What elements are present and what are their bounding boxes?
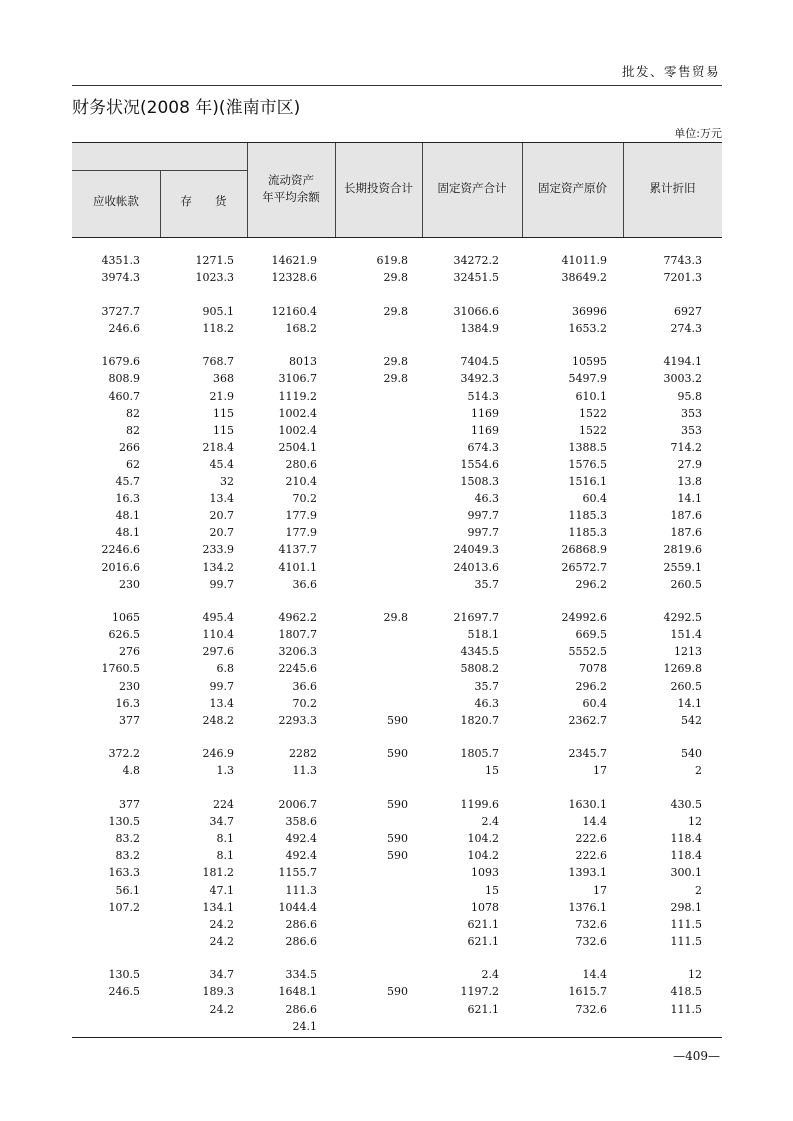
table-cell: 115 — [213, 423, 234, 437]
table-cell: 300.1 — [670, 866, 702, 880]
table-cell: 12 — [688, 815, 702, 829]
table-cell: 6927 — [674, 304, 702, 318]
table-cell: 2345.7 — [568, 747, 607, 761]
table-row — [72, 473, 722, 490]
table-cell: 104.2 — [467, 832, 499, 846]
table-cell: 70.2 — [292, 492, 317, 506]
table-cell: 29.8 — [383, 304, 408, 318]
table-cell: 35.7 — [474, 679, 499, 693]
table-cell: 70.2 — [292, 696, 317, 710]
table-cell: 38649.2 — [561, 271, 607, 285]
table-row — [72, 353, 722, 370]
table-cell: 3206.3 — [278, 645, 317, 659]
table-cell: 1002.4 — [278, 406, 317, 420]
table-cell: 590 — [387, 985, 408, 999]
table-row — [72, 252, 722, 269]
table-cell: 3492.3 — [460, 372, 499, 386]
table-row — [72, 712, 722, 729]
table-cell: 590 — [387, 713, 408, 727]
column-header-current-assets: 流动资产 年平均余额 — [262, 173, 320, 204]
table-cell: 8013 — [289, 355, 317, 369]
table-cell: 621.1 — [467, 934, 499, 948]
table-header — [72, 142, 722, 238]
table-row — [72, 370, 722, 387]
table-cell: 95.8 — [677, 389, 702, 403]
table-cell: 151.4 — [670, 628, 702, 642]
table-cell: 492.4 — [285, 832, 317, 846]
table-cell: 590 — [387, 832, 408, 846]
table-cell: 246.6 — [108, 321, 140, 335]
table-cell: 1393.1 — [568, 866, 607, 880]
table-cell: 60.4 — [582, 696, 607, 710]
table-cell: 118.2 — [202, 321, 234, 335]
table-cell: 17 — [593, 883, 607, 897]
table-cell: 3106.7 — [278, 372, 317, 386]
table-cell: 24.2 — [209, 1002, 234, 1016]
table-cell: 34.7 — [209, 968, 234, 982]
table-cell: 1653.2 — [568, 321, 607, 335]
table-cell: 230 — [119, 577, 140, 591]
table-cell: 107.2 — [108, 900, 140, 914]
table-cell: 418.5 — [670, 985, 702, 999]
table-cell: 14621.9 — [271, 254, 317, 267]
table-cell: 905.1 — [202, 304, 234, 318]
table-cell: 1.3 — [216, 764, 234, 778]
table-cell: 29.8 — [383, 372, 408, 386]
table-cell: 714.2 — [670, 440, 702, 454]
table-row — [72, 320, 722, 337]
table-cell: 99.7 — [209, 577, 234, 591]
table-cell: 181.2 — [202, 866, 234, 880]
table-cell: 6.8 — [216, 662, 234, 676]
table-cell: 1388.5 — [568, 440, 607, 454]
table-cell: 189.3 — [202, 985, 234, 999]
table-cell: 32451.5 — [453, 271, 499, 285]
table-row — [72, 830, 722, 847]
table-cell: 1213 — [674, 645, 702, 659]
table-row — [72, 916, 722, 933]
table-cell: 7743.3 — [663, 254, 702, 267]
table-cell: 1508.3 — [460, 475, 499, 489]
table-cell: 24.2 — [209, 934, 234, 948]
table-cell: 1269.8 — [663, 662, 702, 676]
table-cell: 1516.1 — [568, 475, 607, 489]
table-cell: 36.6 — [292, 577, 317, 591]
table-cell: 14.4 — [582, 968, 607, 982]
table-row — [72, 796, 722, 813]
table-cell: 2504.1 — [278, 440, 317, 454]
table-cell: 1169 — [471, 423, 499, 437]
table-cell: 430.5 — [670, 798, 702, 812]
table-cell: 60.4 — [582, 492, 607, 506]
table-row — [72, 643, 722, 660]
table-cell: 353 — [681, 406, 702, 420]
table-cell: 14.1 — [677, 696, 702, 710]
table-cell: 118.4 — [670, 849, 702, 863]
table-cell: 11.3 — [292, 764, 317, 778]
table-cell: 8.1 — [216, 832, 234, 846]
table-cell: 1376.1 — [568, 900, 607, 914]
table-cell: 99.7 — [209, 679, 234, 693]
table-cell: 13.4 — [209, 696, 234, 710]
table-row — [72, 1001, 722, 1018]
table-cell: 2362.7 — [568, 713, 607, 727]
table-cell: 115 — [213, 406, 234, 420]
table-cell: 1093 — [471, 866, 499, 880]
table-cell: 24.2 — [209, 917, 234, 931]
section-tag: 批发、零售贸易 — [621, 64, 720, 79]
table-cell: 24.1 — [292, 1019, 317, 1033]
table-cell: 1805.7 — [460, 747, 499, 761]
table-cell: 15 — [485, 883, 499, 897]
table-cell: 29.8 — [383, 271, 408, 285]
table-cell: 82 — [126, 406, 140, 420]
table-cell: 276 — [119, 645, 140, 659]
table-cell: 1002.4 — [278, 423, 317, 437]
table-cell: 590 — [387, 849, 408, 863]
table-row — [72, 388, 722, 405]
table-row — [72, 695, 722, 712]
table-row — [72, 456, 722, 473]
table-cell: 1197.2 — [460, 985, 499, 999]
table-cell: 31066.6 — [453, 304, 499, 318]
table-cell: 48.1 — [115, 526, 140, 540]
table-cell: 4194.1 — [663, 355, 702, 369]
table-cell: 187.6 — [670, 526, 702, 540]
table-row — [72, 576, 722, 593]
table-cell: 14.1 — [677, 492, 702, 506]
table-cell: 1078 — [471, 900, 499, 914]
table-cell: 540 — [681, 747, 702, 761]
table-cell: 2246.6 — [101, 543, 140, 557]
table-cell: 1760.5 — [101, 662, 140, 676]
table-row — [72, 303, 722, 320]
table-cell: 45.7 — [115, 475, 140, 489]
table-row — [72, 762, 722, 779]
table-cell: 732.6 — [575, 1002, 607, 1016]
table-cell: 1065 — [112, 611, 140, 625]
table-row — [72, 745, 722, 762]
table-cell: 377 — [119, 798, 140, 812]
table-cell: 12160.4 — [271, 304, 317, 318]
table-row — [72, 933, 722, 950]
table-cell: 610.1 — [575, 389, 607, 403]
table-cell: 1384.9 — [460, 321, 499, 335]
table-row — [72, 899, 722, 916]
table-cell: 372.2 — [108, 747, 140, 761]
table-cell: 46.3 — [474, 696, 499, 710]
table-row — [72, 678, 722, 695]
table-cell: 280.6 — [285, 457, 317, 471]
table-cell: 1185.3 — [568, 509, 607, 523]
table-cell: 4101.1 — [278, 560, 317, 574]
table-cell: 353 — [681, 423, 702, 437]
table-cell: 1119.2 — [278, 389, 317, 403]
table-cell: 768.7 — [202, 355, 234, 369]
table-cell: 260.5 — [670, 679, 702, 693]
column-header-receivables: 应收帐款 — [93, 194, 139, 208]
table-cell: 246.9 — [202, 747, 234, 761]
table-cell: 495.4 — [202, 611, 234, 625]
table-cell: 111.5 — [670, 1002, 702, 1016]
table-cell: 621.1 — [467, 917, 499, 931]
table-cell: 15 — [485, 764, 499, 778]
table-cell: 260.5 — [670, 577, 702, 591]
table-cell: 732.6 — [575, 917, 607, 931]
table-cell: 36996 — [572, 304, 607, 318]
column-header-inventory: 存 货 — [180, 194, 227, 208]
table-cell: 8.1 — [216, 849, 234, 863]
table-cell: 177.9 — [285, 526, 317, 540]
table-bottom-rule — [72, 1037, 722, 1038]
table-cell: 13.8 — [677, 475, 702, 489]
table-cell: 1185.3 — [568, 526, 607, 540]
table-row — [72, 966, 722, 983]
table-cell: 111.5 — [670, 917, 702, 931]
table-row — [72, 847, 722, 864]
table-cell: 34272.2 — [453, 254, 499, 267]
table-row — [72, 813, 722, 830]
table-cell: 2293.3 — [278, 713, 317, 727]
table-cell: 29.8 — [383, 611, 408, 625]
table-cell: 218.4 — [202, 440, 234, 454]
table-row — [72, 541, 722, 558]
table-row — [72, 524, 722, 541]
table-row — [72, 490, 722, 507]
table-cell: 12 — [688, 968, 702, 982]
table-cell: 118.4 — [670, 832, 702, 846]
table-cell: 16.3 — [115, 492, 140, 506]
table-cell: 5497.9 — [568, 372, 607, 386]
table-cell: 168.2 — [285, 321, 317, 335]
table-cell: 47.1 — [209, 883, 234, 897]
table-cell: 368 — [213, 372, 234, 386]
table-cell: 104.2 — [467, 849, 499, 863]
column-header-fixed-assets: 固定资产合计 — [437, 181, 507, 195]
table-cell: 7078 — [579, 662, 607, 676]
table-cell: 230 — [119, 679, 140, 693]
column-header-fixed-assets-original: 固定资产原价 — [538, 181, 607, 195]
table-cell: 17 — [593, 764, 607, 778]
table-cell: 296.2 — [575, 679, 607, 693]
table-cell: 222.6 — [575, 832, 607, 846]
table-row — [72, 269, 722, 286]
table-cell: 3727.7 — [101, 304, 140, 318]
table-cell: 1522 — [579, 423, 607, 437]
table-row — [72, 507, 722, 524]
table-cell: 1199.6 — [460, 798, 499, 812]
table-cell: 36.6 — [292, 679, 317, 693]
table-cell: 130.5 — [108, 815, 140, 829]
table-cell: 110.4 — [202, 628, 234, 642]
header-rule — [72, 85, 722, 86]
table-cell: 808.9 — [108, 372, 140, 386]
table-cell: 20.7 — [209, 509, 234, 523]
table-row — [72, 609, 722, 626]
table-cell: 111.5 — [670, 934, 702, 948]
table-cell: 2 — [695, 764, 702, 778]
table-row — [72, 660, 722, 677]
table-cell: 1522 — [579, 406, 607, 420]
table-cell: 674.3 — [467, 440, 499, 454]
table-cell: 48.1 — [115, 509, 140, 523]
table-cell: 222.6 — [575, 849, 607, 863]
table-cell: 286.6 — [285, 1002, 317, 1016]
table-cell: 1023.3 — [195, 271, 234, 285]
table-row — [72, 864, 722, 881]
table-cell: 4345.5 — [460, 645, 499, 659]
table-cell: 83.2 — [115, 832, 140, 846]
table-cell: 626.5 — [108, 628, 140, 642]
page-number: —409— — [673, 1049, 720, 1063]
table-cell: 32 — [220, 475, 234, 489]
table-cell: 997.7 — [467, 509, 499, 523]
table-cell: 2.4 — [481, 968, 499, 982]
table-cell: 1630.1 — [568, 798, 607, 812]
table-cell: 7201.3 — [663, 271, 702, 285]
table-cell: 45.4 — [209, 457, 234, 471]
table-cell: 24013.6 — [453, 560, 499, 574]
table-cell: 1679.6 — [101, 355, 140, 369]
table-cell: 542 — [681, 713, 702, 727]
table-cell: 266 — [119, 440, 140, 454]
table-cell: 24049.3 — [453, 543, 499, 557]
table-cell: 10595 — [572, 355, 607, 369]
table-cell: 20.7 — [209, 526, 234, 540]
table-cell: 163.3 — [108, 866, 140, 880]
table-cell: 7404.5 — [460, 355, 499, 369]
table-cell: 248.2 — [202, 713, 234, 727]
table-cell: 460.7 — [108, 389, 140, 403]
table-cell: 2006.7 — [278, 798, 317, 812]
table-cell: 296.2 — [575, 577, 607, 591]
table-row — [72, 422, 722, 439]
table-cell: 13.4 — [209, 492, 234, 506]
table-cell: 1044.4 — [278, 900, 317, 914]
table-cell: 177.9 — [285, 509, 317, 523]
table-cell: 224 — [213, 798, 234, 812]
table-cell: 1554.6 — [460, 457, 499, 471]
column-header-depreciation: 累计折旧 — [649, 181, 696, 195]
table-cell: 1615.7 — [568, 985, 607, 999]
table-cell: 187.6 — [670, 509, 702, 523]
table-cell: 210.4 — [285, 475, 317, 489]
table-cell: 518.1 — [467, 628, 499, 642]
table-cell: 3974.3 — [101, 271, 140, 285]
table-cell: 492.4 — [285, 849, 317, 863]
table-cell: 1576.5 — [568, 457, 607, 471]
table-cell: 26868.9 — [561, 543, 607, 557]
table-cell: 1169 — [471, 406, 499, 420]
table-row — [72, 439, 722, 456]
table-cell: 286.6 — [285, 934, 317, 948]
table-cell: 1807.7 — [278, 628, 317, 642]
table-cell: 297.6 — [202, 645, 234, 659]
table-cell: 134.1 — [202, 900, 234, 914]
table-cell: 732.6 — [575, 934, 607, 948]
table-cell: 21697.7 — [453, 611, 499, 625]
table-cell: 274.3 — [670, 321, 702, 335]
table-cell: 1271.5 — [195, 254, 234, 267]
unit-label: 单位:万元 — [674, 127, 722, 140]
table-cell: 14.4 — [582, 815, 607, 829]
table-row — [72, 626, 722, 643]
table-cell: 514.3 — [467, 389, 499, 403]
table-row — [72, 405, 722, 422]
page-title: 财务状况(2008 年)(淮南市区) — [72, 98, 301, 118]
table-cell: 4292.5 — [663, 611, 702, 625]
table-cell: 4.8 — [122, 764, 140, 778]
table-cell: 621.1 — [467, 1002, 499, 1016]
table-cell: 2016.6 — [101, 560, 140, 574]
table-cell: 590 — [387, 747, 408, 761]
table-cell: 1155.7 — [278, 866, 317, 880]
table-cell: 5552.5 — [568, 645, 607, 659]
table-cell: 3003.2 — [663, 372, 702, 386]
table-cell: 24992.6 — [561, 611, 607, 625]
table-cell: 669.5 — [575, 628, 607, 642]
table-cell: 2.4 — [481, 815, 499, 829]
table-row — [72, 1018, 722, 1035]
table-cell: 56.1 — [115, 883, 140, 897]
table-row — [72, 559, 722, 576]
table-cell: 111.3 — [285, 883, 317, 897]
table-cell: 29.8 — [383, 355, 408, 369]
table-cell: 1648.1 — [278, 985, 317, 999]
table-cell: 246.5 — [108, 985, 140, 999]
table-cell: 26572.7 — [561, 560, 607, 574]
table-cell: 590 — [387, 798, 408, 812]
table-row — [72, 882, 722, 899]
table-cell: 34.7 — [209, 815, 234, 829]
table-cell: 4351.3 — [101, 254, 140, 267]
table-cell: 134.2 — [202, 560, 234, 574]
table-cell: 27.9 — [677, 457, 702, 471]
table-cell: 1820.7 — [460, 713, 499, 727]
table-cell: 62 — [126, 457, 140, 471]
table-cell: 41011.9 — [561, 254, 607, 267]
column-header-long-term-investment: 长期投资合计 — [344, 181, 413, 195]
table-cell: 4137.7 — [278, 543, 317, 557]
table-cell: 997.7 — [467, 526, 499, 540]
table-cell: 334.5 — [285, 968, 317, 982]
table-row — [72, 983, 722, 1000]
table-body — [72, 252, 722, 1035]
table-cell: 16.3 — [115, 696, 140, 710]
table-cell: 4962.2 — [278, 611, 317, 625]
table-cell: 2559.1 — [663, 560, 702, 574]
table-cell: 130.5 — [108, 968, 140, 982]
table-cell: 21.9 — [209, 389, 234, 403]
table-cell: 286.6 — [285, 917, 317, 931]
table-cell: 82 — [126, 423, 140, 437]
table-cell: 83.2 — [115, 849, 140, 863]
table-cell: 2245.6 — [278, 662, 317, 676]
table-cell: 2819.6 — [663, 543, 702, 557]
table-cell: 5808.2 — [460, 662, 499, 676]
table-cell: 35.7 — [474, 577, 499, 591]
table-cell: 2 — [695, 883, 702, 897]
table-cell: 377 — [119, 713, 140, 727]
table-cell: 358.6 — [285, 815, 317, 829]
table-cell: 2282 — [289, 747, 317, 761]
table-cell: 233.9 — [202, 543, 234, 557]
table-cell: 298.1 — [670, 900, 702, 914]
table-cell: 46.3 — [474, 492, 499, 506]
table-cell: 619.8 — [376, 254, 408, 267]
table-cell: 12328.6 — [271, 271, 317, 285]
